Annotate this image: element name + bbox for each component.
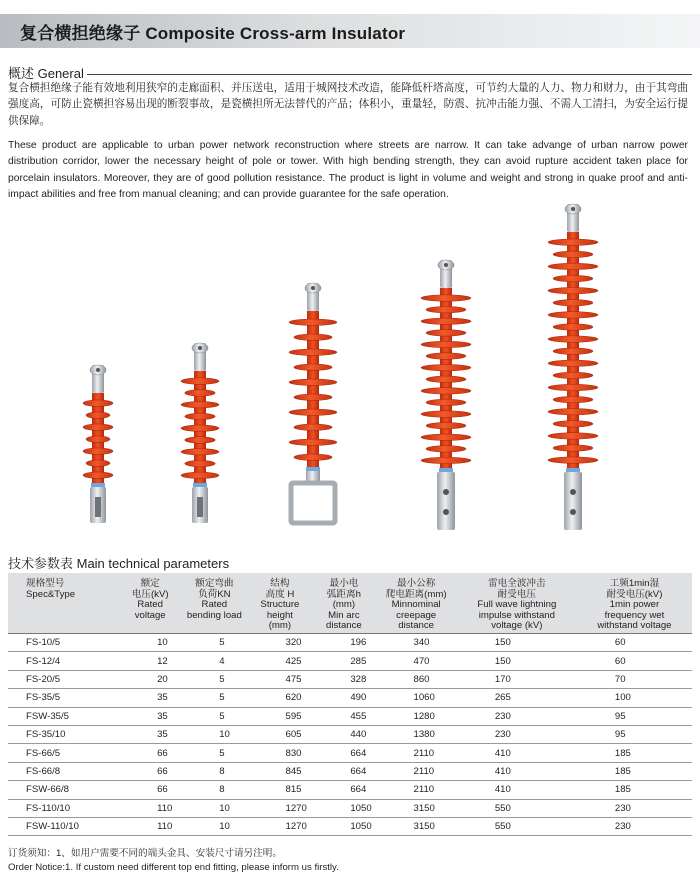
- base-clevis-4: [564, 472, 582, 530]
- table-cell: 66: [119, 762, 181, 780]
- table-row: [8, 762, 692, 780]
- column-header-line: 额定: [140, 578, 160, 589]
- shed-3-13: [426, 446, 466, 452]
- shed-4-14: [548, 409, 598, 415]
- shed-2-2: [289, 349, 337, 355]
- table-cell: 328: [312, 670, 375, 688]
- table-row: [8, 652, 692, 670]
- table-cell: 66: [119, 744, 181, 762]
- params-heading: 技术参数表 Main technical parameters: [8, 556, 230, 571]
- table-cell: 595: [247, 707, 312, 725]
- shed-3-9: [426, 399, 466, 405]
- shed-0-3: [86, 436, 110, 442]
- column-header-line: frequency wet: [604, 609, 665, 621]
- table-cell: 285: [312, 652, 375, 670]
- top-hole-1: [198, 346, 202, 350]
- column-header-line: (mm): [332, 599, 356, 611]
- general-heading: 概述 General: [8, 66, 84, 81]
- shed-4-12: [548, 384, 598, 390]
- table-cell: 815: [247, 781, 312, 799]
- table-cell: 1270: [247, 817, 312, 835]
- base-slot-1: [197, 497, 203, 517]
- shed-4-18: [548, 457, 598, 463]
- shed-2-1: [294, 334, 332, 340]
- shed-4-17: [553, 445, 593, 451]
- table-cell: 1280: [375, 707, 456, 725]
- table-cell: 170: [457, 670, 577, 688]
- shed-1-2: [181, 401, 219, 407]
- shed-2-6: [289, 409, 337, 415]
- table-cell: 455: [312, 707, 375, 725]
- table-cell: 10: [181, 817, 247, 835]
- column-header-line: 规格型号: [26, 578, 65, 589]
- table-cell: 35: [119, 725, 181, 743]
- order-notice-cn: 订货须知：1、如用户需要不同的端头金具、安装尺寸请另注明。: [8, 848, 282, 859]
- column-header: [119, 573, 181, 634]
- column-header-line: distance: [326, 620, 362, 632]
- shed-0-0: [83, 400, 113, 406]
- table-cell: FSW-35/5: [8, 707, 119, 725]
- shed-2-7: [294, 424, 332, 430]
- table-cell: 35: [119, 689, 181, 707]
- table-cell: 20: [119, 670, 181, 688]
- table-cell: 265: [457, 689, 577, 707]
- shed-1-0: [181, 378, 219, 384]
- order-notice-en: Order Notice:1. If custom need different top end fitting, please inform us firstly.: [8, 862, 339, 873]
- shed-3-5: [426, 353, 466, 359]
- shed-2-4: [289, 379, 337, 385]
- column-header-line: Min arc: [328, 609, 360, 621]
- shed-3-11: [426, 422, 466, 428]
- column-header-line: Rated: [137, 599, 163, 611]
- shed-4-10: [548, 360, 598, 366]
- shed-0-6: [83, 472, 113, 478]
- column-header-line: 工频1min湿: [609, 578, 660, 589]
- table-cell: 5: [181, 744, 247, 762]
- shed-1-1: [185, 390, 215, 396]
- shed-3-7: [426, 376, 466, 382]
- table-cell: 550: [457, 799, 577, 817]
- table-row: [8, 744, 692, 762]
- table-cell: FS-10/5: [8, 634, 119, 652]
- shed-4-3: [553, 275, 593, 281]
- shed-0-4: [83, 448, 113, 454]
- table-cell: 425: [247, 652, 312, 670]
- column-header-line: 额定弯曲: [195, 578, 234, 589]
- shed-4-5: [553, 300, 593, 306]
- table-cell: FS-66/5: [8, 744, 119, 762]
- table-cell: 230: [577, 799, 692, 817]
- top-hole-4: [571, 207, 575, 211]
- shed-2-3: [294, 364, 332, 370]
- shed-1-8: [181, 472, 219, 478]
- table-cell: FS-20/5: [8, 670, 119, 688]
- top-hole-0: [96, 368, 100, 372]
- shed-1-7: [185, 460, 215, 466]
- base-hole-b-3: [443, 509, 449, 515]
- table-cell: 550: [457, 817, 577, 835]
- table-cell: 66: [119, 781, 181, 799]
- shed-1-3: [185, 413, 215, 419]
- column-header-line: 1min power: [609, 599, 660, 611]
- table-cell: 620: [247, 689, 312, 707]
- table-cell: 70: [577, 670, 692, 688]
- page-title: 复合横担绝缘子 Composite Cross-arm Insulator: [20, 24, 406, 43]
- shed-4-4: [548, 287, 598, 293]
- table-cell: 410: [457, 744, 577, 762]
- top-hole-2: [311, 286, 315, 290]
- table-cell: 4: [181, 652, 247, 670]
- table-cell: 475: [247, 670, 312, 688]
- shed-2-8: [289, 439, 337, 445]
- column-header-line: creepage: [396, 609, 437, 621]
- shed-1-4: [181, 425, 219, 431]
- table-cell: 3150: [375, 817, 456, 835]
- title-banner: [0, 14, 700, 48]
- column-header-line: 负荷KN: [198, 588, 231, 600]
- table-cell: 5: [181, 670, 247, 688]
- table-cell: 410: [457, 781, 577, 799]
- table-cell: 470: [375, 652, 456, 670]
- shed-3-14: [421, 457, 471, 463]
- shed-2-0: [289, 319, 337, 325]
- table-cell: 8: [181, 781, 247, 799]
- column-header-line: 雷电全波冲击: [488, 578, 546, 589]
- shed-3-3: [426, 330, 466, 336]
- table-cell: 5: [181, 689, 247, 707]
- table-cell: 35: [119, 707, 181, 725]
- table-cell: 60: [577, 634, 692, 652]
- shed-3-10: [421, 411, 471, 417]
- shed-0-1: [86, 412, 110, 418]
- table-header-row: [8, 573, 692, 634]
- table-cell: 340: [375, 634, 456, 652]
- shed-4-1: [553, 251, 593, 257]
- table-body: [8, 634, 692, 836]
- column-header: [577, 573, 692, 634]
- table-cell: 664: [312, 744, 375, 762]
- table-cell: FSW-110/10: [8, 817, 119, 835]
- table-cell: 1050: [312, 817, 375, 835]
- shed-3-2: [421, 318, 471, 324]
- shed-1-5: [185, 437, 215, 443]
- shed-0-5: [86, 460, 110, 466]
- general-text-cn: 复合横担绝缘子能有效地利用狭窄的走廊面积、并压送电，适用于城网技术改造，能降低杆塔高度，可节约大量的人力、物力和财力，由于其弯曲强度高，可防止瓷横担容易出现的断裂事故，是瓷横担所无法替代的产品；体积小，重量轻，防震、抗冲击能力强、不需人工清扫，为安全运行提供保障。: [8, 82, 688, 127]
- table-row: [8, 707, 692, 725]
- table-cell: 440: [312, 725, 375, 743]
- insulators-photo: [0, 200, 700, 535]
- column-header-line: 高度 H: [265, 588, 295, 600]
- general-text-en: These product are applicable to urban power network reconstruction where streets are narrow. It can take advange of urban narrow power distribution corridor, lower the necessary height of pole or tower. With high bending strength, they can avoid rupture accident taken place for porcelain insulators. Moreover, they are of good pollution resistance. The product is light in volume and weight and strong in quake proof and anti-impact abilities and free from manual cleaning; and can provide guarantee for the safe operation.: [8, 140, 688, 200]
- base-hole-b-4: [570, 509, 576, 515]
- shed-3-0: [421, 295, 471, 301]
- table-cell: 1060: [375, 689, 456, 707]
- table-cell: 110: [119, 817, 181, 835]
- shed-4-9: [553, 348, 593, 354]
- table-cell: 185: [577, 781, 692, 799]
- column-header: [457, 573, 577, 634]
- shed-4-11: [553, 372, 593, 378]
- table-cell: FS-12/4: [8, 652, 119, 670]
- table-cell: 1270: [247, 799, 312, 817]
- shed-2-9: [294, 454, 332, 460]
- table-cell: 230: [577, 817, 692, 835]
- table-cell: FS-66/8: [8, 762, 119, 780]
- table-cell: 5: [181, 634, 247, 652]
- table-cell: 12: [119, 652, 181, 670]
- shed-1-6: [181, 449, 219, 455]
- table-cell: 860: [375, 670, 456, 688]
- shed-4-0: [548, 239, 598, 245]
- column-header-line: bending load: [186, 609, 242, 621]
- column-header-line: 结构: [270, 578, 290, 589]
- column-header-line: impulse withstand: [478, 609, 555, 621]
- column-header-line: Spec&Type: [26, 588, 76, 600]
- table-row: [8, 781, 692, 799]
- table-cell: 196: [312, 634, 375, 652]
- base-hole-a-4: [570, 489, 576, 495]
- column-header-line: 最小公称: [396, 578, 436, 589]
- table-cell: 664: [312, 762, 375, 780]
- column-header: [181, 573, 247, 634]
- table-cell: 8: [181, 762, 247, 780]
- column-header-line: 电压(kV): [131, 588, 169, 600]
- base-hole-a-3: [443, 489, 449, 495]
- column-header-line: height: [266, 609, 293, 621]
- table-row: [8, 799, 692, 817]
- table-cell: 605: [247, 725, 312, 743]
- table-cell: 10: [119, 634, 181, 652]
- table-cell: FS-35/10: [8, 725, 119, 743]
- column-header-line: Minnominal: [391, 599, 441, 611]
- shed-3-4: [421, 341, 471, 347]
- column-header-line: voltage (kV): [491, 620, 543, 632]
- table-cell: 10: [181, 799, 247, 817]
- shed-4-7: [553, 324, 593, 330]
- table-row: [8, 634, 692, 652]
- column-header-line: withstand voltage: [597, 620, 672, 632]
- table-cell: 2110: [375, 762, 456, 780]
- shed-4-16: [548, 433, 598, 439]
- table-cell: 3150: [375, 799, 456, 817]
- table-cell: 2110: [375, 781, 456, 799]
- table-row: [8, 689, 692, 707]
- table-cell: FSW-66/8: [8, 781, 119, 799]
- shed-4-8: [548, 336, 598, 342]
- table-cell: 185: [577, 762, 692, 780]
- table-cell: 10: [181, 725, 247, 743]
- shed-3-8: [421, 388, 471, 394]
- shed-3-1: [426, 306, 466, 312]
- column-header: [375, 573, 456, 634]
- shed-2-5: [294, 394, 332, 400]
- column-header: [312, 573, 375, 634]
- table-cell: 150: [457, 634, 577, 652]
- table-cell: 490: [312, 689, 375, 707]
- table-cell: 230: [457, 707, 577, 725]
- column-header-line: 耐受电压(kV): [606, 588, 663, 600]
- table-cell: 95: [577, 707, 692, 725]
- table-cell: 1050: [312, 799, 375, 817]
- table-cell: 1380: [375, 725, 456, 743]
- general-divider: [87, 74, 692, 75]
- table-cell: 185: [577, 744, 692, 762]
- column-header: [247, 573, 312, 634]
- column-header-line: 耐受电压: [497, 588, 537, 600]
- shed-4-15: [553, 421, 593, 427]
- shed-3-12: [421, 434, 471, 440]
- table-cell: 320: [247, 634, 312, 652]
- params-table: [8, 573, 692, 836]
- table-cell: 845: [247, 762, 312, 780]
- base-clevis-3: [437, 472, 455, 530]
- shed-0-2: [83, 424, 113, 430]
- table-cell: 110: [119, 799, 181, 817]
- column-header-line: Full wave lightning: [477, 599, 557, 611]
- table-cell: 100: [577, 689, 692, 707]
- table-cell: 230: [457, 725, 577, 743]
- column-header: [8, 573, 119, 634]
- table-cell: 150: [457, 652, 577, 670]
- table-cell: 410: [457, 762, 577, 780]
- table-cell: 95: [577, 725, 692, 743]
- table-cell: 60: [577, 652, 692, 670]
- column-header-line: 最小电: [329, 578, 359, 589]
- table-row: [8, 725, 692, 743]
- column-header-line: voltage: [134, 609, 166, 621]
- base-frame-2: [291, 483, 335, 523]
- table-cell: FS-35/5: [8, 689, 119, 707]
- table-row: [8, 817, 692, 835]
- column-header-line: 弧距离h: [326, 588, 361, 600]
- table-row: [8, 670, 692, 688]
- table-cell: 830: [247, 744, 312, 762]
- column-header-line: Rated: [201, 599, 228, 611]
- table-cell: FS-110/10: [8, 799, 119, 817]
- base-slot-0: [95, 497, 101, 517]
- top-hole-3: [444, 263, 448, 267]
- shed-4-2: [548, 263, 598, 269]
- column-header-line: (mm): [268, 620, 292, 632]
- table-cell: 5: [181, 707, 247, 725]
- column-header-line: distance: [398, 620, 435, 632]
- column-header-line: Structure: [260, 599, 300, 611]
- shed-4-6: [548, 312, 598, 318]
- table-cell: 664: [312, 781, 375, 799]
- column-header-line: 爬电距离(mm): [385, 588, 447, 600]
- shed-4-13: [553, 396, 593, 402]
- shed-3-6: [421, 364, 471, 370]
- table-cell: 2110: [375, 744, 456, 762]
